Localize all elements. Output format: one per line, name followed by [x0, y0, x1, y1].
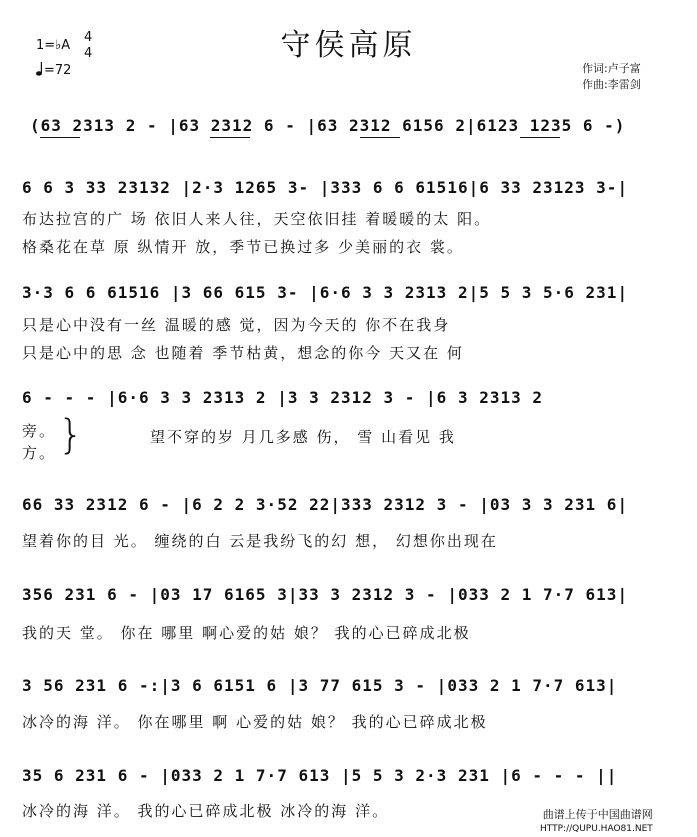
lyrics-row-8: 冰冷的海 洋。 我的心已碎成北极 冰冷的海 洋。 — [22, 802, 390, 820]
beam-line — [210, 137, 250, 138]
tempo-value: =72 — [44, 63, 72, 78]
notation-row-6: 356 231 6 - |03 17 6165 3|33 3 2312 3 - |033 2 1 7·7 613| — [22, 585, 629, 604]
lyrics-row-7: 冰冷的海 洋。 你在哪里 啊 心爱的姑 娘？ 我的心已碎成北极 — [22, 713, 488, 731]
notation-row-7: 3 56 231 6 -:|3 6 6151 6 |3 77 615 3 - |033 2 1 7·7 613| — [22, 676, 618, 695]
lyrics-row-5: 望着你的目 光。 缠绕的白 云是我纷飞的幻 想， 幻想你出现在 — [22, 532, 498, 550]
lyrics-row-4-verse-2: 方。 — [22, 444, 57, 462]
beam-line — [40, 137, 80, 138]
beam-line — [520, 137, 560, 138]
watermark-line-1: 曲谱上传于中国曲谱网 — [542, 808, 653, 821]
meter-bottom: 4 — [84, 46, 93, 61]
notation-row-5: 66 33 2312 6 - |6 2 2 3·52 22|333 2312 3 - |03 3 3 231 6| — [22, 495, 629, 514]
notation-row-8: 35 6 231 6 - |033 2 1 7·7 613 |5 5 3 2·3 231 |6 - - - || — [22, 766, 618, 785]
beam-line — [360, 137, 400, 138]
site-watermark — [540, 808, 653, 836]
notation-row-3: 3·3 6 6 61516 |3 66 615 3- |6·6 3 3 2313 2|5 5 3 5·6 231| — [22, 283, 629, 302]
notation-row-1: (63 2313 2 - |63 2312 6 - |63 2312 6156 2|6123 1235 6 -) — [30, 116, 626, 135]
meter-top: 4 — [84, 30, 93, 45]
tempo-marking — [36, 62, 71, 78]
verse-brace: } — [58, 412, 84, 458]
time-signature — [84, 30, 92, 62]
notation-row-4: 6 - - - |6·6 3 3 2313 2 |3 3 2312 3 - |6 3 2313 2 — [22, 388, 544, 407]
lyrics-row-4-chorus: 望不穿的岁 月几多感 伤， 雪 山看见 我 — [150, 428, 456, 446]
lyrics-row-4-verse-1: 旁。 — [22, 422, 57, 440]
lyrics-row-3-verse-2: 只是心中的思 念 也随着 季节枯黄，想念的你今 天又在 何 — [22, 344, 464, 362]
lyricist-credit: 作词:卢子富 — [582, 62, 641, 75]
notation-row-2: 6 6 3 33 23132 |2·3 1265 3- |333 6 6 61516|6 33 23123 3-| — [22, 178, 629, 197]
key-signature: 1=♭A — [36, 38, 71, 53]
lyrics-row-2-verse-1: 布达拉宫的广 场 依旧人来人往，天空依旧挂 着暖暖的太 阳。 — [22, 210, 492, 228]
composer-credit: 作曲:李雷剑 — [582, 78, 641, 91]
quarter-note-icon — [36, 62, 42, 76]
lyrics-row-3-verse-1: 只是心中没有一丝 温暖的感 觉，因为今天的 你不在我身 — [22, 316, 451, 334]
song-title: 守侯高原 — [280, 28, 417, 63]
lyrics-row-2-verse-2: 格桑花在草 原 纵情开 放，季节已换过多 少美丽的衣 裳。 — [22, 238, 464, 256]
watermark-line-2: HTTP://QUPU.HAO81.NET — [540, 824, 653, 834]
lyrics-row-6: 我的天 堂。 你在 哪里 啊心爱的姑 娘？ 我的心已碎成北极 — [22, 624, 471, 642]
